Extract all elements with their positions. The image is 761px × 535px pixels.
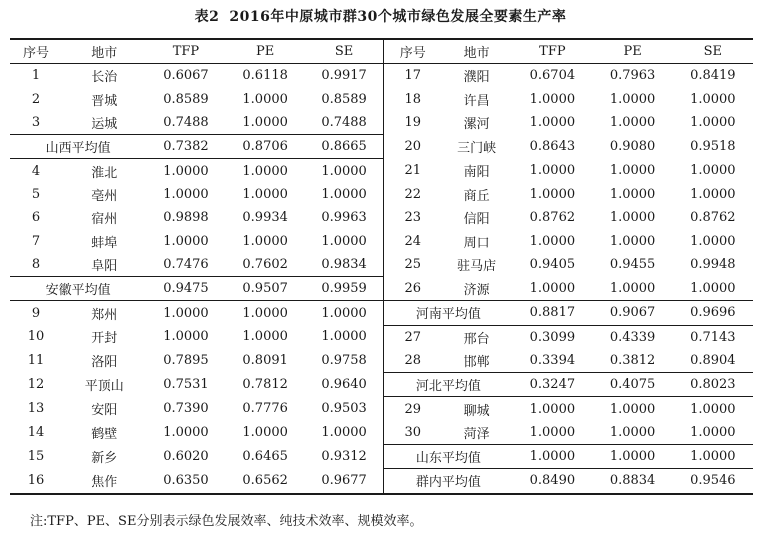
pe-value: 1.0000 xyxy=(242,186,288,202)
table-row xyxy=(10,301,753,325)
tfp-value: 1.0000 xyxy=(163,305,209,321)
se-value: 1.0000 xyxy=(690,91,736,107)
tfp-value: 1.0000 xyxy=(529,186,576,202)
table-row xyxy=(10,397,753,421)
pe-value: 0.7812 xyxy=(242,377,288,393)
tfp-value: 0.3247 xyxy=(512,373,592,397)
table-row xyxy=(10,421,753,445)
pe-value: 1.0000 xyxy=(609,186,656,202)
tfp-value: 1.0000 xyxy=(163,233,209,249)
tfp-value: 0.7488 xyxy=(163,115,209,131)
row-number: 13 xyxy=(27,401,45,417)
row-number: 30 xyxy=(384,421,441,445)
se-value: 0.9834 xyxy=(321,256,367,272)
row-number: 7 xyxy=(31,233,41,249)
row-number: 24 xyxy=(384,229,441,252)
city-name: 漯河 xyxy=(463,117,490,133)
pe-value: 0.8834 xyxy=(592,469,672,494)
pe-value: 1.0000 xyxy=(242,425,288,441)
pe-value: 0.8706 xyxy=(226,135,305,159)
city-name: 鹤壁 xyxy=(91,427,118,443)
table-row xyxy=(10,445,753,469)
pe-value: 0.7602 xyxy=(242,256,288,272)
tfp-value: 0.9475 xyxy=(146,276,225,300)
se-value: 1.0000 xyxy=(321,186,367,202)
tfp-value: 0.7476 xyxy=(163,256,209,272)
city-name: 邯郸 xyxy=(463,355,490,370)
city-name: 宿州 xyxy=(91,212,118,228)
city-name: 运城 xyxy=(91,117,118,133)
se-value: 1.0000 xyxy=(321,425,367,441)
tfp-value: 0.8589 xyxy=(163,91,209,107)
row-number: 6 xyxy=(31,210,41,226)
se-value: 0.8904 xyxy=(690,353,736,368)
se-value: 1.0000 xyxy=(690,115,736,131)
pe-value: 0.4339 xyxy=(609,329,656,345)
group-average-label: 山东平均值 xyxy=(384,445,512,469)
se-value: 0.9546 xyxy=(673,469,753,494)
pe-value: 0.6465 xyxy=(242,449,288,465)
se-value: 1.0000 xyxy=(690,424,736,440)
se-value: 0.9518 xyxy=(690,139,736,155)
table-row xyxy=(10,159,753,183)
se-value: 1.0000 xyxy=(321,233,367,249)
pe-value: 0.6118 xyxy=(242,68,288,84)
se-value: 1.0000 xyxy=(321,305,367,321)
city-name: 亳州 xyxy=(91,188,118,204)
tfp-value: 1.0000 xyxy=(529,115,576,131)
pe-value: 1.0000 xyxy=(609,91,656,107)
tfp-value: 0.6350 xyxy=(163,473,209,489)
tfp-value: 0.9898 xyxy=(163,210,209,226)
se-value: 1.0000 xyxy=(690,233,736,249)
city-name: 济源 xyxy=(463,282,490,298)
se-value: 1.0000 xyxy=(673,445,753,469)
row-number: 10 xyxy=(27,329,45,345)
pe-value: 0.4075 xyxy=(592,373,672,397)
se-value: 0.9503 xyxy=(321,401,367,417)
se-value: 0.9677 xyxy=(321,473,367,489)
table-body xyxy=(10,64,753,494)
header-city: 地市 xyxy=(91,46,118,62)
se-value: 0.9948 xyxy=(690,257,736,273)
city-name: 洛阳 xyxy=(91,355,118,371)
pe-value: 1.0000 xyxy=(592,445,672,469)
pe-value: 1.0000 xyxy=(609,401,656,417)
se-value: 1.0000 xyxy=(690,280,736,296)
row-number: 23 xyxy=(384,206,441,229)
header-row xyxy=(10,39,753,64)
table-row xyxy=(10,253,753,277)
header-se: SE xyxy=(703,44,723,60)
tfp-value: 0.3394 xyxy=(529,353,576,368)
header-se: SE xyxy=(334,44,354,60)
row-number: 21 xyxy=(384,159,441,183)
row-number: 12 xyxy=(27,377,45,393)
row-number: 25 xyxy=(384,253,441,277)
row-number: 8 xyxy=(31,256,41,272)
row-number: 5 xyxy=(31,186,41,202)
row-number: 28 xyxy=(384,349,441,373)
group-average-label: 山西平均值 xyxy=(10,135,146,159)
table-row xyxy=(10,206,753,229)
se-value: 0.8665 xyxy=(305,135,384,159)
pe-value: 0.9080 xyxy=(609,139,656,155)
tfp-value: 1.0000 xyxy=(529,163,576,179)
se-value: 0.8419 xyxy=(690,68,736,84)
pe-value: 0.9455 xyxy=(609,257,656,273)
row-number: 15 xyxy=(27,449,45,465)
tfp-value: 1.0000 xyxy=(163,186,209,202)
group-average-label: 河北平均值 xyxy=(384,373,512,397)
se-value: 1.0000 xyxy=(690,401,736,417)
pe-value: 1.0000 xyxy=(242,163,288,179)
table-row xyxy=(10,469,753,494)
table-note: 注:TFP、PE、SE分别表示绿色发展效率、纯技术效率、规模效率。 xyxy=(30,514,423,529)
se-value: 0.9312 xyxy=(321,449,367,465)
group-average-label: 安徽平均值 xyxy=(10,276,146,300)
tfp-value: 0.8817 xyxy=(512,301,592,325)
se-value: 0.9963 xyxy=(321,210,367,226)
city-name: 濮阳 xyxy=(463,70,490,86)
row-number: 1 xyxy=(31,68,41,84)
se-value: 1.0000 xyxy=(321,163,367,179)
se-value: 0.9959 xyxy=(305,276,384,300)
row-number: 9 xyxy=(31,305,41,321)
se-value: 0.8589 xyxy=(321,91,367,107)
se-value: 1.0000 xyxy=(690,163,736,179)
group-average-label: 群内平均值 xyxy=(384,469,512,494)
pe-value: 1.0000 xyxy=(609,424,656,440)
row-number: 19 xyxy=(384,111,441,135)
city-name: 淮北 xyxy=(91,165,118,181)
table-row xyxy=(10,135,753,159)
pe-value: 1.0000 xyxy=(609,115,656,131)
table-title: 2016年中原城市群30个城市绿色发展全要素生产率 xyxy=(229,9,567,25)
tfp-value: 1.0000 xyxy=(529,424,576,440)
pe-value: 0.8091 xyxy=(242,353,288,369)
row-number: 4 xyxy=(31,163,41,179)
city-name: 晋城 xyxy=(91,93,118,109)
table-row xyxy=(10,229,753,252)
city-name: 商丘 xyxy=(463,188,490,204)
city-name: 郑州 xyxy=(91,307,118,323)
tfp-value: 1.0000 xyxy=(529,91,576,107)
header-pe: PE xyxy=(623,44,642,60)
city-name: 三门峡 xyxy=(457,141,497,157)
tfp-value: 0.6020 xyxy=(163,449,209,465)
tfp-value: 0.9405 xyxy=(529,257,576,273)
tfp-value: 0.7390 xyxy=(163,401,209,417)
pe-value: 1.0000 xyxy=(242,91,288,107)
table-row xyxy=(10,325,753,349)
row-number: 27 xyxy=(384,325,441,349)
header-pe: PE xyxy=(256,44,275,60)
tfp-value: 0.7382 xyxy=(146,135,225,159)
city-name: 信阳 xyxy=(463,212,490,228)
se-value: 1.0000 xyxy=(321,329,367,345)
se-value: 0.9758 xyxy=(321,353,367,369)
table-row xyxy=(10,349,753,373)
tfp-value: 1.0000 xyxy=(529,280,576,296)
table-row xyxy=(10,88,753,111)
pe-value: 1.0000 xyxy=(242,329,288,345)
city-name: 阜阳 xyxy=(91,258,118,274)
city-name: 菏泽 xyxy=(463,426,490,442)
pe-value: 0.9507 xyxy=(226,276,305,300)
city-name: 蚌埠 xyxy=(91,235,118,251)
city-name: 邢台 xyxy=(463,331,490,347)
table-row xyxy=(10,373,753,397)
row-number: 3 xyxy=(31,115,41,131)
se-value: 1.0000 xyxy=(690,186,736,202)
pe-value: 1.0000 xyxy=(609,280,656,296)
se-value: 0.7143 xyxy=(690,329,736,345)
pe-value: 0.9067 xyxy=(592,301,672,325)
pe-value: 1.0000 xyxy=(242,233,288,249)
se-value: 0.9696 xyxy=(673,301,753,325)
row-number: 29 xyxy=(384,397,441,421)
city-name: 开封 xyxy=(91,331,118,347)
row-number: 26 xyxy=(384,276,441,300)
se-value: 0.9917 xyxy=(321,68,367,84)
pe-value: 1.0000 xyxy=(609,163,656,179)
city-name: 焦作 xyxy=(91,475,118,491)
row-number: 22 xyxy=(384,183,441,206)
row-number: 2 xyxy=(31,91,41,107)
city-name: 聊城 xyxy=(463,403,490,419)
tfp-value: 0.3099 xyxy=(529,329,576,345)
table-row xyxy=(10,276,753,300)
pe-value: 1.0000 xyxy=(242,305,288,321)
pe-value: 1.0000 xyxy=(242,115,288,131)
tfp-value: 0.8762 xyxy=(529,210,576,226)
city-name: 新乡 xyxy=(91,451,118,467)
tfp-value: 1.0000 xyxy=(529,233,576,249)
pe-value: 0.3812 xyxy=(609,353,656,368)
group-average-label: 河南平均值 xyxy=(384,301,512,325)
tfp-value: 1.0000 xyxy=(163,163,209,179)
tfp-value: 0.6704 xyxy=(529,68,576,84)
tfp-value: 0.6067 xyxy=(163,68,209,84)
tfp-value: 1.0000 xyxy=(512,445,592,469)
table-caption xyxy=(0,6,761,26)
pe-value: 0.7776 xyxy=(242,401,288,417)
row-number: 11 xyxy=(27,353,45,369)
tfp-value: 1.0000 xyxy=(163,425,209,441)
city-name: 许昌 xyxy=(463,93,490,109)
header-no: 序号 xyxy=(384,39,441,64)
pe-value: 0.7963 xyxy=(609,68,656,84)
row-number: 14 xyxy=(27,425,45,441)
city-name: 驻马店 xyxy=(457,259,497,275)
header-tfp: TFP xyxy=(539,44,566,60)
se-value: 0.8023 xyxy=(673,373,753,397)
city-name: 安阳 xyxy=(91,403,118,419)
table-row xyxy=(10,111,753,135)
table-row xyxy=(10,183,753,206)
pe-value: 0.9934 xyxy=(242,210,288,226)
green-tfp-table xyxy=(10,38,753,495)
tfp-value: 0.8490 xyxy=(512,469,592,494)
row-number: 17 xyxy=(384,64,441,88)
header-city: 地市 xyxy=(463,46,490,62)
table-container xyxy=(10,38,753,495)
city-name: 周口 xyxy=(463,235,490,251)
pe-value: 1.0000 xyxy=(609,210,656,226)
row-number: 20 xyxy=(384,135,441,159)
table-number: 表2 xyxy=(194,9,220,25)
se-value: 0.7488 xyxy=(321,115,367,131)
tfp-value: 0.7895 xyxy=(163,353,209,369)
city-name: 南阳 xyxy=(463,165,490,181)
se-value: 0.9640 xyxy=(321,377,367,393)
header-tfp: TFP xyxy=(172,44,200,60)
header-no: 序号 xyxy=(23,46,50,62)
pe-value: 0.6562 xyxy=(242,473,288,489)
city-name: 平顶山 xyxy=(84,379,124,395)
tfp-value: 1.0000 xyxy=(163,329,209,345)
row-number: 16 xyxy=(27,473,45,489)
tfp-value: 1.0000 xyxy=(529,401,576,417)
city-name: 长治 xyxy=(91,70,118,86)
pe-value: 1.0000 xyxy=(609,233,656,249)
se-value: 0.8762 xyxy=(690,210,736,226)
tfp-value: 0.8643 xyxy=(529,139,576,155)
tfp-value: 0.7531 xyxy=(163,377,209,393)
row-number: 18 xyxy=(384,88,441,111)
table-row xyxy=(10,64,753,88)
